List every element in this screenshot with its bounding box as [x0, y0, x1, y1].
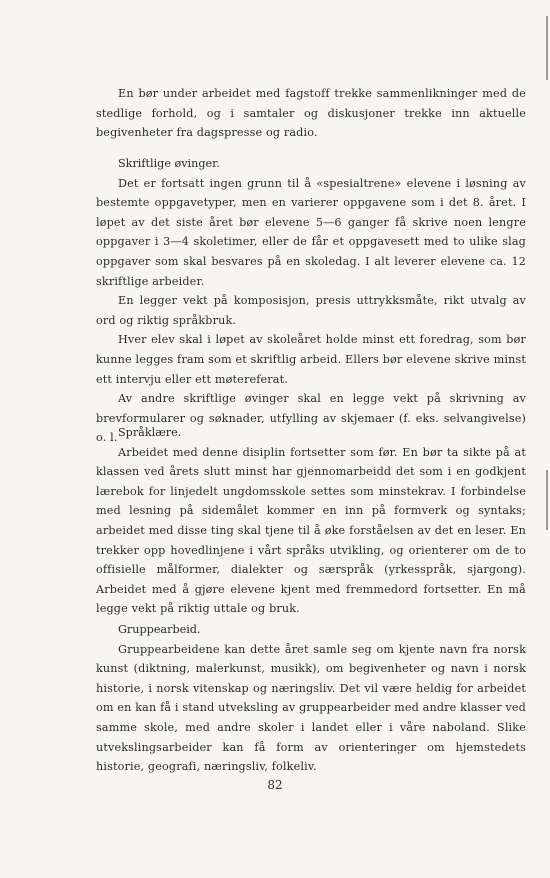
gruppearbeid-heading: Gruppearbeid. [118, 623, 201, 636]
skriftlige-paragraph-4: Av andre skriftlige øvinger skal en legge vekt på skrivning av brevformularer og søknader, utfylling av skjemaer (f. eks. selvangivelse) o. l. [96, 392, 526, 445]
intro-section [96, 84, 526, 143]
skriftlige-paragraph-1: Det er fortsatt ingen grunn til å «spesialtrene» elevene i løsning av bestemte oppgavetyper, men en varierer oppgavene som i det 8. året. I løpet av det siste året bør elevene 5—6 ganger få skrive noen lengre oppgaver i 3—4 skoletimer, eller de får et oppgavesett med to ulike slag oppgaver som skal besvares på en skoledag. I alt leverer elevene ca. 12 skriftlige arbeider. [96, 176, 526, 288]
spraklaere-heading: Språklære. [118, 426, 182, 439]
gruppearbeid-paragraph-1: Gruppearbeidene kan dette året samle seg om kjente navn fra norsk kunst (diktning, malerkunst, musikk), om begivenheter og navn i norsk historie, i norsk vitenskap og næringsliv. Det vil være heldig for arbeidet om en kan få i stand utveksling av gruppearbeider med andre klasser ved samme skole, med andre skoler i landet eller i våre naboland. Slike utvekslingsarbeider kan få form av orienteringer om hjemstedets historie, geografi, næringsliv, folkeliv. [96, 642, 526, 774]
spraklaere-section [96, 423, 526, 619]
scan-edge-mark [546, 16, 548, 80]
intro-paragraph: En bør under arbeidet med fagstoff trekke sammenlikninger med de stedlige forhold, og i samtaler og diskusjoner trekke inn aktuelle begivenheter fra dagspresse og radio. [96, 87, 526, 140]
skriftlige-heading: Skriftlige øvinger. [118, 157, 220, 170]
gruppearbeid-section [96, 620, 526, 777]
skriftlige-paragraph-3: Hver elev skal i løpet av skoleåret holde minst ett foredrag, som bør kunne legges fram som et skriftlig arbeid. Ellers bør elevene skrive minst ett intervju eller ett møtereferat. [96, 333, 526, 386]
page-number: 82 [267, 778, 283, 792]
skriftlige-section [96, 154, 526, 448]
skriftlige-paragraph-2: En legger vekt på komposisjon, presis uttrykksmåte, rikt utvalg av ord og riktig språkbruk. [96, 294, 526, 327]
spraklaere-paragraph-1: Arbeidet med denne disiplin fortsetter som før. En bør ta sikte på at klassen ved årets slutt minst har gjennomarbeidd det som i en godkjent lærebok for linjedelt ungdomsskole settes som minstekrav. I forbindelse med lesning på sidemålet kommer en inn på formverk og syntaks; arbeidet med disse ting skal tjene til å øke forståelsen av det en leser. En trekker opp hovedlinjene i vårt språks utvikling, og orienterer om de to offisielle målformer, dialekter og særspråk (yrkesspråk, sjargong). Arbeidet med å gjøre elevene kjent med fremmedord fortsetter. En må legge vekt på riktig uttale og bruk. [96, 445, 526, 616]
scan-edge-mark [546, 470, 548, 530]
